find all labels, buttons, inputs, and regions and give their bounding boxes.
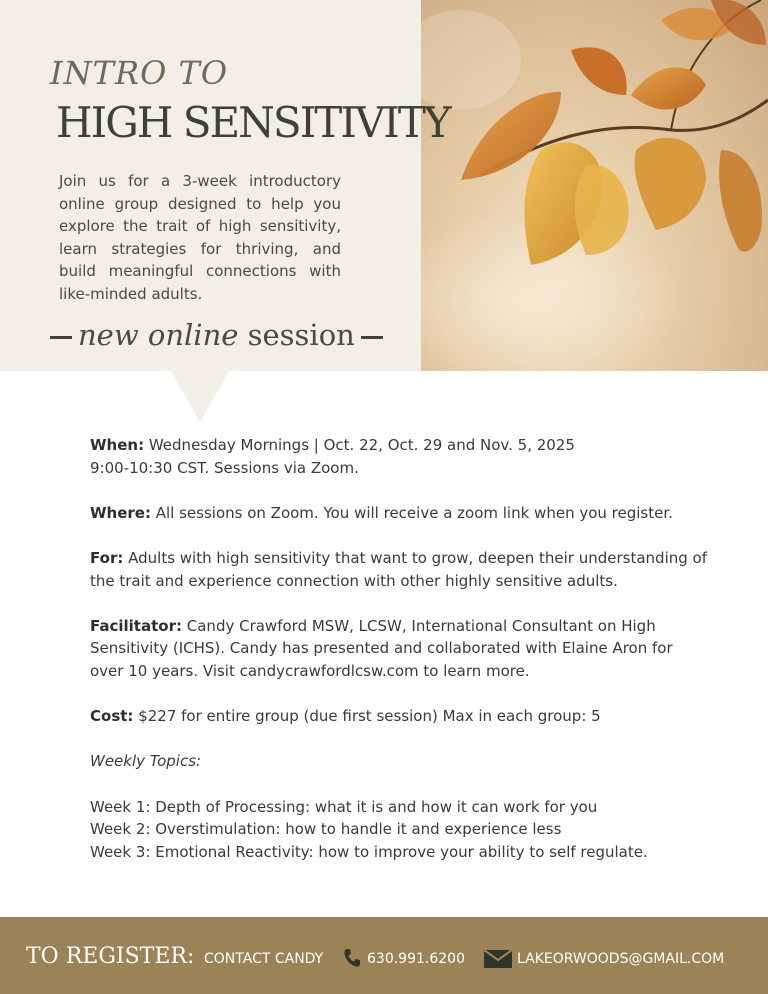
dash-right: [361, 336, 383, 339]
session-rest: session: [247, 318, 355, 352]
topic-item: Week 1: Depth of Processing: what it is and how it can work for you: [90, 797, 598, 816]
dash-left: [50, 336, 72, 339]
where-paragraph: [90, 502, 710, 525]
cost-text: $227 for entire group (due first session) Max in each group: 5: [138, 707, 601, 726]
for-text: Adults with high sensitivity that want to grow, deepen their understanding of the trait and experience connection with other highly sensitive adults.: [90, 548, 708, 590]
envelope-icon: [484, 950, 512, 968]
topics-list: [90, 796, 710, 864]
contact-label: CONTACT CANDY: [204, 951, 324, 967]
facilitator-paragraph: [90, 615, 710, 683]
for-paragraph: [90, 547, 710, 592]
topics-heading-text: Weekly Topics:: [90, 752, 202, 771]
cost-paragraph: [90, 705, 710, 728]
for-label: For:: [90, 548, 124, 567]
session-italic: new online: [78, 318, 239, 352]
phone-icon: [343, 948, 361, 968]
when-paragraph: [90, 434, 710, 479]
speech-pointer: [170, 370, 230, 422]
when-label: When:: [90, 436, 145, 454]
when-text-2: 9:00-10:30 CST. Sessions via Zoom.: [90, 458, 359, 477]
intro-paragraph: Join us for a 3-week introductory online group designed to help you explore the trait of high sensitivity, learn strategies for thriving, and build meaningful connections with like-minded adults.: [59, 172, 341, 303]
topic-item: Week 2: Overstimulation: how to handle it and experience less: [90, 820, 562, 839]
where-label: Where:: [90, 503, 151, 522]
facilitator-label: Facilitator:: [90, 616, 182, 635]
eyebrow-heading: INTRO TO: [50, 54, 229, 92]
email-link[interactable]: LAKEORWOODS@GMAIL.COM: [517, 951, 725, 967]
session-banner: [44, 318, 364, 352]
page-title: HIGH SENSITIVITY: [56, 98, 450, 147]
register-label: TO REGISTER:: [26, 944, 195, 969]
cost-label: Cost:: [90, 707, 134, 726]
topics-heading: [90, 750, 710, 773]
phone-number[interactable]: 630.991.6200: [367, 951, 465, 967]
when-text: Wednesday Mornings | Oct. 22, Oct. 29 and Nov. 5, 2025: [148, 436, 575, 454]
leaves-illustration: [421, 0, 768, 371]
details-section: [90, 434, 710, 863]
topic-item: Week 3: Emotional Reactivity: how to improve your ability to self regulate.: [90, 842, 648, 861]
facilitator-text: Candy Crawford MSW, LCSW, International Consultant on High Sensitivity (ICHS). Candy has presented and collaborated with Elaine Aron for over 10 years. Visit candycrawfordlcsw.com to learn more.: [90, 616, 673, 680]
autumn-leaves-photo: [421, 0, 768, 371]
where-text: All sessions on Zoom. You will receive a zoom link when you register.: [155, 503, 673, 522]
